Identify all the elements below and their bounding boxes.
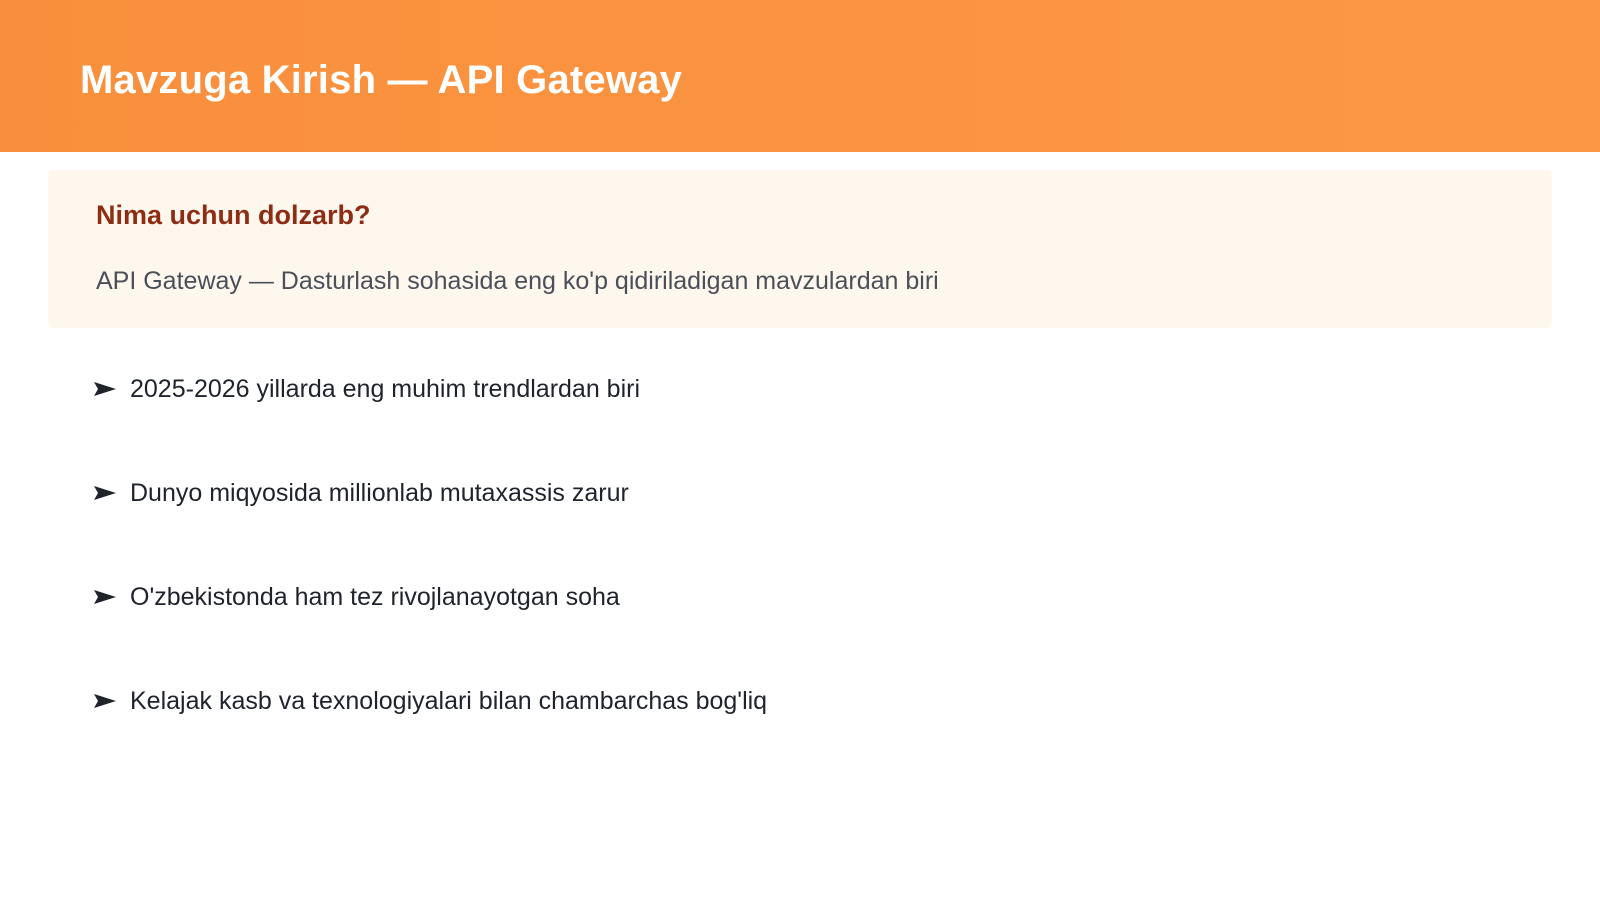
list-item-text: O'zbekistonda ham tez rivojlanayotgan soha <box>130 583 620 611</box>
list-item <box>94 372 767 476</box>
list-item <box>94 684 767 788</box>
header-bar <box>0 0 1600 152</box>
list-item-text: 2025-2026 yillarda eng muhim trendlardan biri <box>130 375 641 403</box>
list-item-text: Kelajak kasb va texnologiyalari bilan chambarchas bog'liq <box>130 687 768 715</box>
callout-title: Nima uchun dolzarb? <box>96 200 371 230</box>
bullet-list <box>94 372 767 788</box>
callout-box <box>48 170 1552 328</box>
page-title: Mavzuga Kirish — API Gateway <box>80 58 683 102</box>
list-item <box>94 580 767 684</box>
callout-text: API Gateway — Dasturlash sohasida eng ko'p qidiriladigan mavzulardan biri <box>96 267 939 295</box>
list-item-text: Dunyo miqyosida millionlab mutaxassis zarur <box>130 479 629 507</box>
list-item <box>94 476 767 580</box>
triangle-right-icon <box>94 476 116 510</box>
triangle-right-icon <box>94 684 116 718</box>
triangle-right-icon <box>94 580 116 614</box>
triangle-right-icon <box>94 372 116 406</box>
